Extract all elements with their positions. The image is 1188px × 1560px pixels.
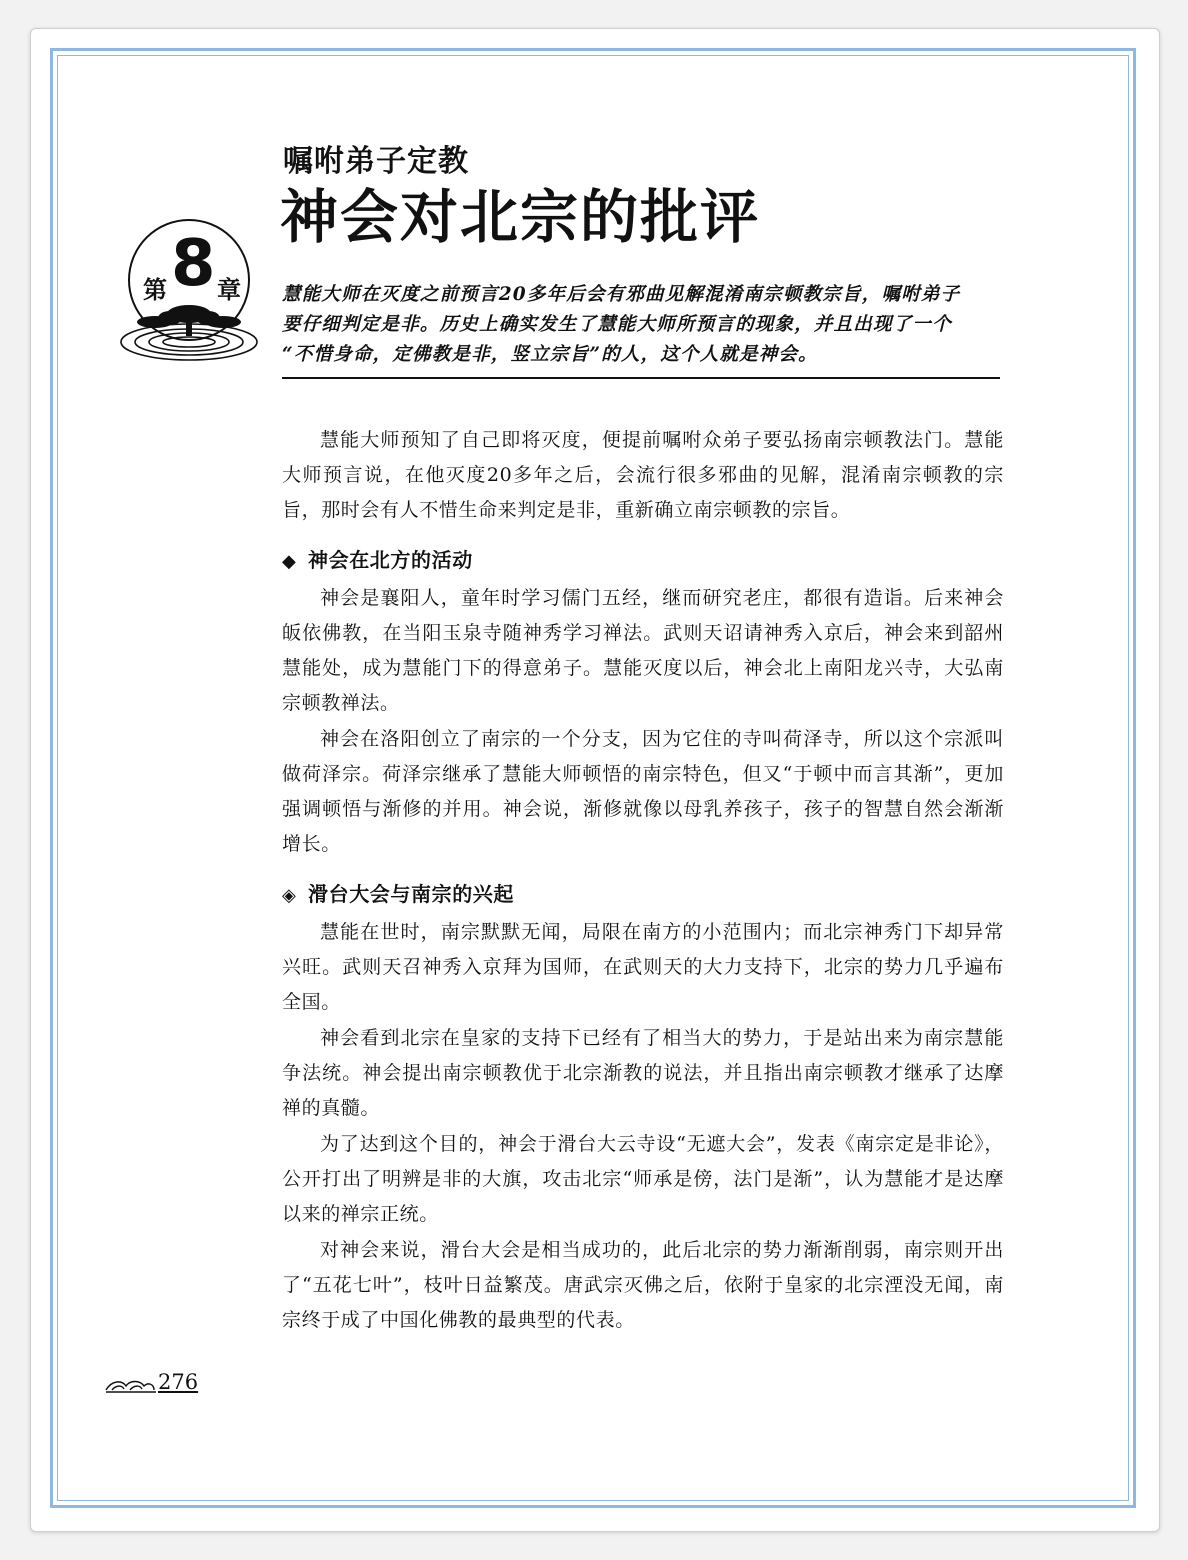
- body-paragraph: 慧能在世时，南宗默默无闻，局限在南方的小范围内；而北宗神秀门下却异常兴旺。武则天召神秀入京拜为国师，在武则天的大力支持下，北宗的势力几乎遍布全国。: [282, 921, 1004, 1013]
- chapter-suffix: 章: [217, 276, 241, 304]
- page-title: 神会对北宗的批评: [280, 183, 761, 251]
- page-number: 276: [158, 1370, 199, 1394]
- body-paragraph: 神会是襄阳人，童年时学习儒门五经，继而研究老庄，都很有造诣。后来神会皈依佛教，在当阳玉泉寺随神秀学习禅法。武则天诏请神秀入京后，神会来到韶州慧能处，成为慧能门下的得意弟子。慧能灭度以后，神会北上南阳龙兴寺，大弘南宗顿教禅法。: [282, 587, 1004, 714]
- section-heading-text: 滑台大会与南宗的兴起: [308, 882, 514, 906]
- body-paragraph: 神会在洛阳创立了南宗的一个分支，因为它住的寺叫荷泽寺，所以这个宗派叫做荷泽宗。荷泽宗继承了慧能大师顿悟的南宗特色，但又“于顿中而言其渐”，更加强调顿悟与渐修的并用。神会说，渐修就像以母乳养孩子，孩子的智慧自然会渐渐增长。: [282, 728, 1004, 855]
- body-paragraph: 神会看到北宗在皇家的支持下已经有了相当大的势力，于是站出来为南宗慧能争法统。神会提出南宗顿教优于北宗渐教的说法，并且指出南宗顿教才继承了达摩禅的真髓。: [282, 1027, 1004, 1119]
- chapter-prefix: 第: [143, 276, 167, 304]
- ornament-bullet-icon: ◈: [282, 885, 297, 906]
- chapter-number: 8: [171, 227, 216, 301]
- body-text: [282, 423, 1004, 1339]
- cloud-ornament-icon: [104, 1376, 156, 1394]
- section-heading: [282, 541, 1004, 581]
- section-heading: [282, 875, 1004, 915]
- body-paragraph: 为了达到这个目的，神会于滑台大云寺设“无遮大会”，发表《南宗定是非论》，公开打出了明辨是非的大旗，攻击北宗“师承是傍，法门是渐”，认为慧能才是达摩以来的禅宗正统。: [282, 1133, 1004, 1225]
- section-heading-text: 神会在北方的活动: [308, 548, 473, 572]
- opening-paragraph: 慧能大师预知了自己即将灭度，便提前嘱咐众弟子要弘扬南宗顿教法门。慧能大师预言说，在他灭度20多年之后，会流行很多邪曲的见解，混淆南宗顿教的宗旨，那时会有人不惜生命来判定是非，重新确立南宗顿教的宗旨。: [282, 429, 1004, 521]
- body-paragraph: 对神会来说，滑台大会是相当成功的，此后北宗的势力渐渐削弱，南宗则开出了“五花七叶”，枝叶日益繁茂。唐武宗灭佛之后，依附于皇家的北宗湮没无闻，南宗终于成了中国化佛教的最典型的代表。: [282, 1239, 1004, 1331]
- chapter-intro: [282, 280, 1002, 370]
- intro-divider: [282, 377, 1000, 379]
- page-footer: [104, 1370, 198, 1394]
- intro-line: “不惜身命，定佛教是非，竖立宗旨”的人，这个人就是神会。: [282, 344, 818, 365]
- intro-line: 要仔细判定是非。历史上确实发生了慧能大师所预言的现象，并且出现了一个: [282, 314, 952, 335]
- chapter-kicker: 嘱咐弟子定教: [283, 144, 469, 179]
- intro-line: 慧能大师在灭度之前预言20多年后会有邪曲见解混淆南宗顿教宗旨，嘱咐弟子: [282, 284, 961, 305]
- chapter-badge: [115, 218, 265, 378]
- diamond-bullet-icon: ◆: [282, 551, 297, 572]
